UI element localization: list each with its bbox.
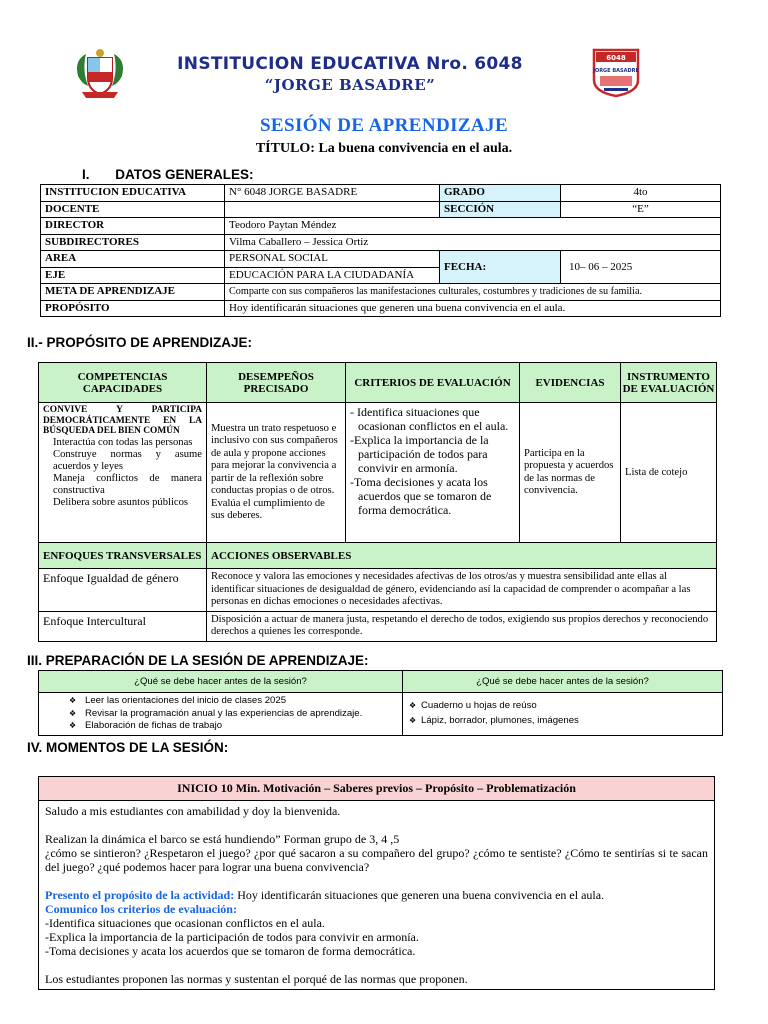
section-1-number: I. xyxy=(82,167,90,182)
capacidad-item: Delibera sobre asuntos públicos xyxy=(53,496,189,508)
crest-name: JORGE BASADRE xyxy=(593,68,639,74)
eje-label: EJE xyxy=(41,267,225,284)
header-competencias: COMPETENCIAS CAPACIDADES xyxy=(39,363,207,403)
prep-left-item: ❖ Leer las orientaciones del inicio de clases 2025 xyxy=(39,695,396,708)
proposito-table xyxy=(38,362,717,642)
inicio-content xyxy=(39,801,715,990)
criterio-line: -Toma decisiones y acata los acuerdos que se tomaron de forma democrática. xyxy=(45,944,416,958)
enfoque-text: Reconoce y valora las emociones y necesidades afectivas de los otros/as y muestra sensibilidad ante ellas al identificar situaciones de desigualdad de género, evidenciando así la capacidad de comprender o acompañar a las personas en dichas emociones o necesidades afectivas. xyxy=(207,569,717,612)
preparacion-table xyxy=(38,670,723,736)
session-topic: TÍTULO: La buena convivencia en el aula. xyxy=(255,141,513,156)
seccion-label: SECCIÓN xyxy=(440,201,561,218)
prep-left-item: ❖ Revisar la programación anual y las experiencias de aprendizaje. xyxy=(39,708,396,721)
acciones-label: ACCIONES OBSERVABLES xyxy=(207,543,717,569)
prep-header-left: ¿Qué se debe hacer antes de la sesión? xyxy=(39,671,403,693)
competencia-title: CONVIVE Y PARTICIPA DEMOCRÁTICAMENTE EN LA BÚSQUEDA DEL BIEN COMÚN xyxy=(43,405,202,436)
school-subtitle: “JORGE BASADRE” xyxy=(264,76,436,94)
datos-generales-table xyxy=(40,184,721,317)
criterio-line: -Identifica situaciones que ocasionan conflictos en el aula. xyxy=(45,916,325,930)
seccion-value: “E” xyxy=(561,201,721,218)
subdirectores-label: SUBDIRECTORES xyxy=(41,234,225,251)
area-value: PERSONAL SOCIAL xyxy=(225,251,440,268)
section-1-title: DATOS GENERALES: xyxy=(115,167,254,182)
desempeno-text-2: Evalúa el cumplimiento de sus deberes. xyxy=(211,497,325,521)
inicio-proposito xyxy=(45,888,708,902)
header-evidencias: EVIDENCIAS xyxy=(520,363,621,403)
ie-value: N° 6048 JORGE BASADRE xyxy=(225,185,440,202)
eje-value: EDUCACIÓN PARA LA CIUDADANÍA xyxy=(225,267,440,284)
meta-value: Comparte con sus compañeros las manifestaciones culturales, costumbres y tradiciones de su familia. xyxy=(225,284,721,301)
meta-label: META DE APRENDIZAJE xyxy=(41,284,225,301)
grado-value: 4to xyxy=(561,185,721,202)
school-name: INSTITUCION EDUCATIVA Nro. 6048 xyxy=(177,54,523,74)
competencia-cell xyxy=(39,403,207,543)
momentos-table xyxy=(38,776,715,990)
criterio-item: - Identifica situaciones que ocasionan conflictos en el aula. xyxy=(350,405,509,433)
prep-right-item: ❖ Cuaderno u hojas de reúso xyxy=(409,698,716,713)
prep-right-cell xyxy=(403,693,723,736)
inicio-dinamica: Realizan la dinámica el barco se está hundiendo” Forman grupo de 3, 4 ,5 xyxy=(45,832,400,846)
prep-left-cell xyxy=(39,693,403,736)
section-2-heading: II.- PROPÓSITO DE APRENDIZAJE: xyxy=(27,335,253,350)
criterio-item: -Toma decisiones y acata los acuerdos que se tomaron de forma democrática. xyxy=(350,475,492,517)
director-value: Teodoro Paytan Méndez xyxy=(225,218,721,235)
prep-left-item: ❖ Elaboración de fichas de trabajo xyxy=(39,720,396,733)
prep-header-right: ¿Qué se debe hacer antes de la sesión? xyxy=(403,671,723,693)
enfoques-label: ENFOQUES TRANSVERSALES xyxy=(39,543,207,569)
header-desempenos: DESEMPEÑOS PRECISADO xyxy=(207,363,346,403)
session-title: SESIÓN DE APRENDIZAJE xyxy=(259,115,509,136)
fecha-value: 10– 06 – 2025 xyxy=(561,251,721,284)
section-1-heading xyxy=(82,167,254,182)
desempeno-cell xyxy=(207,403,346,543)
peru-coat-of-arms-logo xyxy=(72,46,128,100)
ie-label: INSTITUCION EDUCATIVA xyxy=(41,185,225,202)
enfoque-text: Disposición a actuar de manera justa, respetando el derecho de todos, exigiendo sus propios derechos y reconociendo derechos a quienes les corresponde. xyxy=(207,611,717,641)
instrumento-cell: Lista de cotejo xyxy=(621,403,717,543)
enfoque-name: Enfoque Igualdad de género xyxy=(39,569,207,612)
criterio-line: -Explica la importancia de la participación de todos para convivir en armonía. xyxy=(45,930,419,944)
capacidad-item: Interactúa con todas las personas xyxy=(53,436,193,448)
criterio-item: -Explica la importancia de la participación de todos para convivir en armonía. xyxy=(350,433,489,475)
proposito-label: Presento el propósito de la actividad: xyxy=(45,888,235,902)
section-4-heading: IV. MOMENTOS DE LA SESIÓN: xyxy=(27,740,229,755)
subdirectores-value: Vilma Caballero – Jessica Ortiz xyxy=(225,234,721,251)
grado-label: GRADO xyxy=(440,185,561,202)
section-3-heading: III. PREPARACIÓN DE LA SESIÓN DE APRENDIZAJE: xyxy=(27,653,369,668)
docente-value xyxy=(225,201,440,218)
fecha-label: FECHA: xyxy=(440,251,561,284)
capacidad-item: Maneja conflictos de manera constructiva xyxy=(53,472,202,496)
desempeno-text: Muestra un trato respetuoso e inclusivo con sus compañeros de aula y propone acciones para mejorar la convivencia a partir de la reflexión sobre conductas propias o de otros. xyxy=(211,422,338,496)
proposito-text: Hoy identificarán situaciones que generen una buena convivencia en el aula. xyxy=(234,888,605,902)
criterios-label: Comunico los criterios de evaluación: xyxy=(45,902,237,916)
inicio-header: INICIO 10 Min. Motivación – Saberes previos – Propósito – Problematización xyxy=(39,777,715,801)
inicio-saludo: Saludo a mis estudiantes con amabilidad y doy la bienvenida. xyxy=(45,804,341,818)
prep-right-item: ❖ Lápiz, borrador, plumones, imágenes xyxy=(409,713,716,728)
proposito-label: PROPÓSITO xyxy=(41,300,225,317)
header-instrumento: INSTRUMENTO DE EVALUACIÓN xyxy=(621,363,717,403)
proposito-value: Hoy identificarán situaciones que generen una buena convivencia en el aula. xyxy=(225,300,721,317)
area-label: AREA xyxy=(41,251,225,268)
inicio-normas: Los estudiantes proponen las normas y sustentan el porqué de las normas que proponen. xyxy=(45,972,468,986)
docente-label: DOCENTE xyxy=(41,201,225,218)
enfoque-name: Enfoque Intercultural xyxy=(39,611,207,641)
inicio-preguntas: ¿cómo se sintieron? ¿Respetaron el juego? ¿por qué sacaron a su compañero del grupo? ¿cómo te sentiste? ¿Cómo te sentirías si te sacan del juego? ¿qué podemos hacer para lograr una buena convivencia? xyxy=(45,846,708,874)
evidencia-cell: Participa en la propuesta y acuerdos de las normas de convivencia. xyxy=(520,403,621,543)
header-criterios: CRITERIOS DE EVALUACIÓN xyxy=(346,363,520,403)
capacidad-item: Construye normas y asume acuerdos y leyes xyxy=(53,448,202,472)
school-crest-logo xyxy=(590,46,642,98)
crest-number: 6048 xyxy=(606,54,626,62)
criterios-cell xyxy=(346,403,520,543)
director-label: DIRECTOR xyxy=(41,218,225,235)
